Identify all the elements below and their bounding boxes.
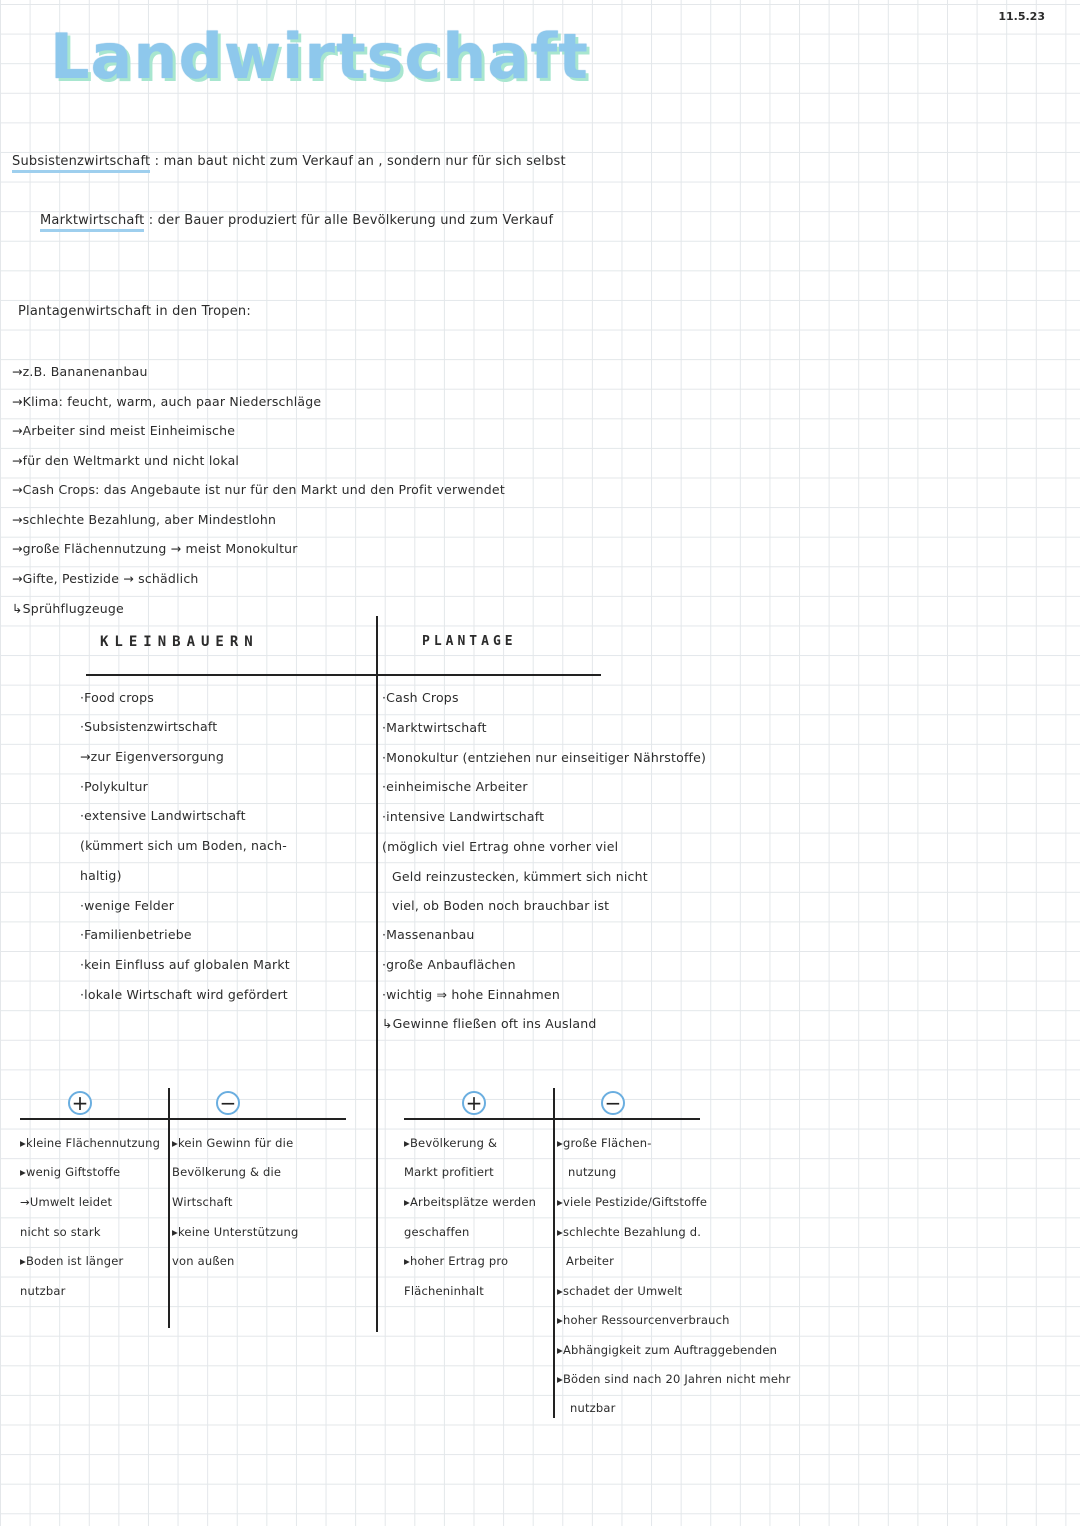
list-item: ·Subsistenzwirtschaft	[80, 719, 218, 734]
list-item: Markt profitiert	[404, 1165, 494, 1179]
list-item: ·Massenanbau	[382, 927, 475, 942]
list-item: ▸Böden sind nach 20 Jahren nicht mehr	[557, 1372, 791, 1386]
list-item: ·wichtig ⇒ hohe Einnahmen	[382, 987, 560, 1002]
definition-text: : man baut nicht zum Verkauf an , sondern nur für sich selbst	[154, 154, 566, 169]
list-item: ↳Gewinne fließen oft ins Ausland	[382, 1016, 597, 1031]
list-item: ▸keine Unterstützung	[172, 1225, 299, 1239]
list-item: ·intensive Landwirtschaft	[382, 809, 545, 824]
list-item: (kümmert sich um Boden, nach-	[80, 838, 287, 853]
definition-markt	[40, 213, 553, 228]
term-subsistenz: Subsistenzwirtschaft	[12, 154, 150, 173]
list-item: →Cash Crops: das Angebaute ist nur für den Markt und den Profit verwendet	[12, 482, 505, 497]
list-item: ·Familienbetriebe	[80, 927, 192, 942]
list-item: viel, ob Boden noch brauchbar ist	[392, 898, 610, 913]
list-item: ▸kleine Flächennutzung	[20, 1136, 161, 1150]
list-item: ▸hoher Ressourcenverbrauch	[557, 1313, 730, 1327]
list-item: ▸Arbeitsplätze werden	[404, 1195, 537, 1209]
list-item: ▸viele Pestizide/Giftstoffe	[557, 1195, 708, 1209]
list-item: geschaffen	[404, 1225, 470, 1239]
minus-icon: −	[216, 1091, 240, 1115]
list-item: ▸schadet der Umwelt	[557, 1284, 683, 1298]
list-item: ▸große Flächen-	[557, 1136, 652, 1150]
plus-icon: +	[68, 1091, 92, 1115]
list-item: ·einheimische Arbeiter	[382, 779, 528, 794]
procon-divider-vertical	[553, 1088, 555, 1418]
list-item: ·große Anbauflächen	[382, 957, 516, 972]
list-item: nutzung	[568, 1165, 617, 1179]
list-item: →z.B. Bananenanbau	[12, 364, 148, 379]
column-heading-plantage: PLANTAGE	[422, 634, 517, 649]
list-item: ·lokale Wirtschaft wird gefördert	[80, 987, 288, 1002]
list-item: nicht so stark	[20, 1225, 101, 1239]
list-item: ·extensive Landwirtschaft	[80, 808, 246, 823]
term-markt: Marktwirtschaft	[40, 213, 144, 232]
list-item: ▸hoher Ertrag pro	[404, 1254, 509, 1268]
list-item: ·Marktwirtschaft	[382, 720, 487, 735]
procon-divider-horizontal	[404, 1118, 700, 1120]
list-item: ·Cash Crops	[382, 690, 459, 705]
list-item: ▸Abhängigkeit zum Auftraggebenden	[557, 1343, 778, 1357]
list-item: ↳Sprühflugzeuge	[12, 601, 124, 616]
list-item: ▸schlechte Bezahlung d.	[557, 1225, 702, 1239]
definition-text: : der Bauer produziert für alle Bevölkerung und zum Verkauf	[148, 213, 554, 228]
list-item: ·kein Einfluss auf globalen Markt	[80, 957, 290, 972]
procon-divider-vertical	[168, 1088, 170, 1328]
plus-icon: +	[462, 1091, 486, 1115]
list-item: Flächeninhalt	[404, 1284, 484, 1298]
list-item: ·Monokultur (entziehen nur einseitiger Nährstoffe)	[382, 750, 707, 765]
list-item: nutzbar	[570, 1401, 616, 1415]
list-item: ·wenige Felder	[80, 898, 175, 913]
table-divider-horizontal	[86, 674, 601, 676]
list-item: (möglich viel Ertrag ohne vorher viel	[382, 839, 619, 854]
list-item: ▸kein Gewinn für die	[172, 1136, 294, 1150]
section-heading: Plantagenwirtschaft in den Tropen:	[18, 304, 251, 319]
minus-icon: −	[601, 1091, 625, 1115]
list-item: →Arbeiter sind meist Einheimische	[12, 423, 236, 438]
list-item: →Klima: feucht, warm, auch paar Niederschläge	[12, 394, 322, 409]
list-item: ·Polykultur	[80, 779, 148, 794]
page-title: Landwirtschaft	[50, 20, 589, 93]
list-item: Wirtschaft	[172, 1195, 233, 1209]
procon-divider-horizontal	[20, 1118, 346, 1120]
definition-subsistenz	[12, 154, 566, 169]
list-item: →große Flächennutzung → meist Monokultur	[12, 541, 298, 556]
list-item: haltig)	[80, 868, 122, 883]
column-heading-kleinbauern: KLEINBAUERN	[100, 634, 259, 650]
date: 11.5.23	[998, 10, 1045, 23]
table-divider-vertical	[376, 616, 378, 1332]
list-item: Arbeiter	[566, 1254, 615, 1268]
list-item: Bevölkerung & die	[172, 1165, 282, 1179]
list-item: nutzbar	[20, 1284, 66, 1298]
list-item: →zur Eigenversorgung	[80, 749, 225, 764]
list-item: →schlechte Bezahlung, aber Mindestlohn	[12, 512, 277, 527]
list-item: ▸wenig Giftstoffe	[20, 1165, 121, 1179]
list-item: →Gifte, Pestizide → schädlich	[12, 571, 199, 586]
list-item: ·Food crops	[80, 690, 154, 705]
list-item: von außen	[172, 1254, 235, 1268]
list-item: →Umwelt leidet	[20, 1195, 113, 1209]
list-item: Geld reinzustecken, kümmert sich nicht	[392, 869, 648, 884]
list-item: ▸Boden ist länger	[20, 1254, 124, 1268]
list-item: ▸Bevölkerung &	[404, 1136, 498, 1150]
list-item: →für den Weltmarkt und nicht lokal	[12, 453, 240, 468]
